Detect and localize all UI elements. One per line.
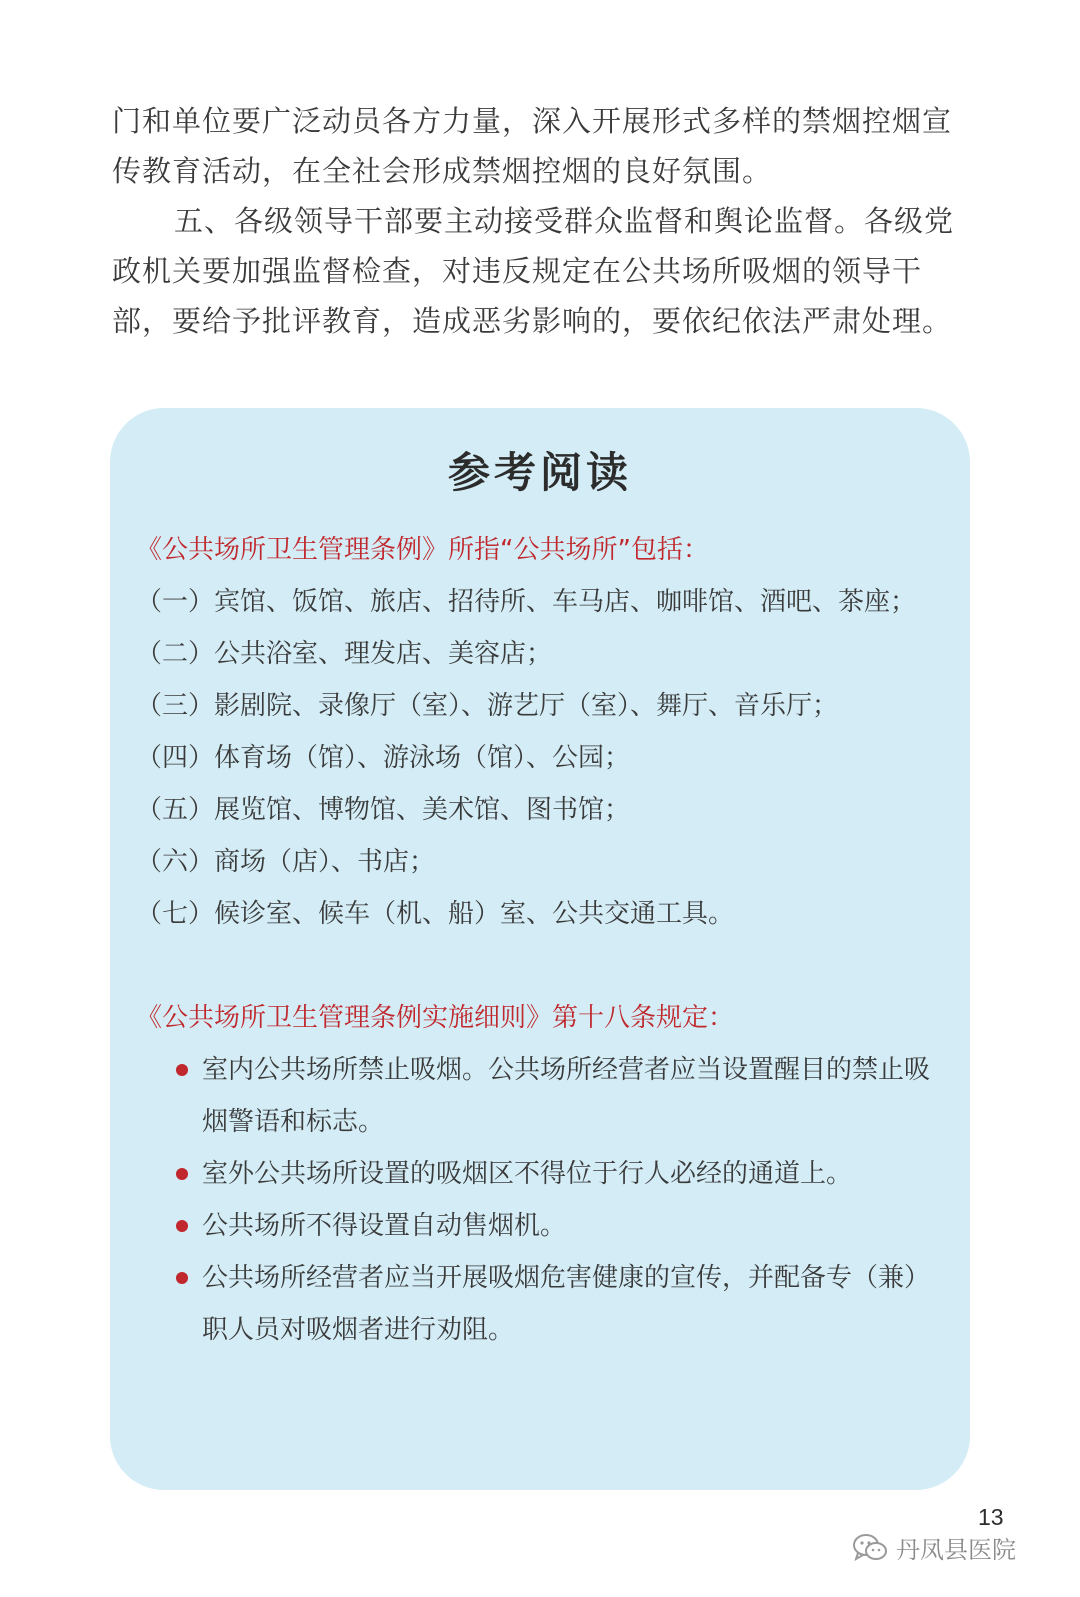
list-item: （四）体育场（馆）、游泳场（馆）、公园； [136, 743, 631, 773]
intro-paragraph-2: 五、各级领导干部要主动接受群众监督和舆论监督。各级党政机关要加强监督检查，对违反规定在公共场所吸烟的领导干部，要给予批评教育，造成恶劣影响的，要依纪依法严肃处理。 [112, 204, 955, 338]
list-item: （二）公共浴室、理发店、美容店； [136, 639, 553, 669]
list-item: （六）商场（店）、书店； [136, 847, 436, 877]
bullet-item [176, 1148, 936, 1200]
section-spacer [136, 940, 936, 992]
bullet-item [176, 1200, 936, 1252]
bullet-text: 室外公共场所设置的吸烟区不得位于行人必经的通道上。 [202, 1159, 853, 1189]
bullet-dot-icon [176, 1220, 188, 1232]
intro-text [112, 96, 968, 346]
reference-reading-title: 参考阅读 [447, 448, 632, 497]
bullet-dot-icon [176, 1064, 188, 1076]
section2-heading: 《公共场所卫生管理条例实施细则》第十八条规定： [136, 1003, 735, 1033]
bullet-text: 公共场所经营者应当开展吸烟危害健康的宣传，并配备专（兼）职人员对吸烟者进行劝阻。 [202, 1263, 931, 1345]
page-number: 13 [978, 1504, 1004, 1530]
watermark-text: 丹凤县医院 [896, 1536, 1016, 1564]
bullet-dot-icon [176, 1272, 188, 1284]
watermark [852, 1530, 1016, 1565]
reference-reading-box [110, 408, 970, 1490]
list-item: （一）宾馆、饭馆、旅店、招待所、车马店、咖啡馆、酒吧、茶座； [136, 587, 917, 617]
bullet-item [176, 1252, 936, 1356]
list-item: （七）候诊室、候车（机、船）室、公共交通工具。 [136, 899, 735, 929]
bullet-dot-icon [176, 1168, 188, 1180]
list-item: （五）展览馆、博物馆、美术馆、图书馆； [136, 795, 631, 825]
bullet-item [176, 1044, 936, 1148]
wechat-icon [852, 1532, 888, 1564]
bullet-text: 公共场所不得设置自动售烟机。 [202, 1211, 567, 1241]
list-item: （三）影剧院、录像厅（室）、游艺厅（室）、舞厅、音乐厅； [136, 691, 839, 721]
section1-heading: 《公共场所卫生管理条例》所指“公共场所”包括： [136, 535, 709, 565]
bullet-text: 室内公共场所禁止吸烟。公共场所经营者应当设置醒目的禁止吸烟警语和标志。 [202, 1055, 931, 1137]
reference-reading-content [136, 524, 936, 1356]
intro-paragraph-1: 门和单位要广泛动员各方力量，深入开展形式多样的禁烟控烟宣传教育活动，在全社会形成禁烟控烟的良好氛围。 [112, 104, 953, 188]
rule-bullet-list [136, 1044, 936, 1356]
